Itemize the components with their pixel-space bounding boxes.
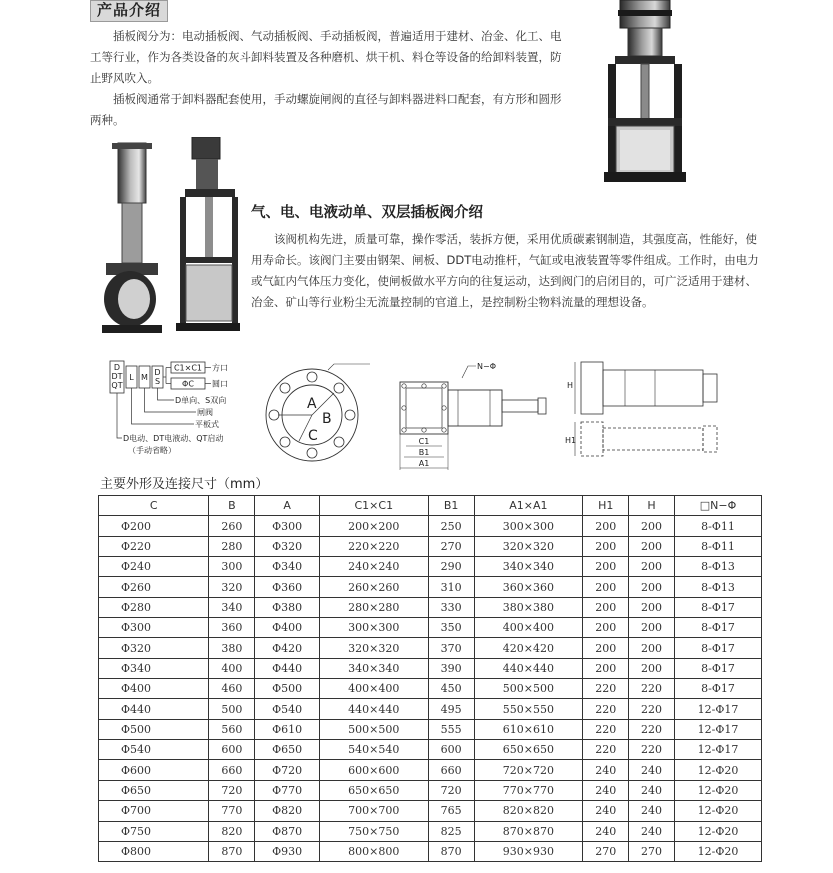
table-cell: 290 — [428, 557, 474, 577]
table-cell: 200 — [629, 618, 675, 638]
table-cell: 260×260 — [319, 577, 428, 597]
table-cell: 270 — [583, 841, 629, 861]
table-cell: 650×650 — [474, 740, 583, 760]
table-cell: 250 — [428, 516, 474, 536]
table-cell: Φ200 — [99, 516, 209, 536]
label-valve: 闸阀 — [197, 408, 213, 417]
table-cell: 555 — [428, 719, 474, 739]
label-ds: D单向、S双向 — [175, 396, 227, 405]
table-row — [99, 740, 762, 760]
table-cell: 700×700 — [319, 801, 428, 821]
label-square: 方口 — [212, 363, 228, 373]
table-cell: 720 — [428, 780, 474, 800]
table-row — [99, 557, 762, 577]
table-cell: Φ400 — [255, 618, 320, 638]
table-cell: 240 — [583, 760, 629, 780]
table-cell: Φ800 — [99, 841, 209, 861]
table-cell: 8-Φ13 — [674, 577, 761, 597]
table-cell: 610×610 — [474, 719, 583, 739]
table-header-row — [99, 496, 762, 516]
table-cell: 820×820 — [474, 801, 583, 821]
table-cell: 930×930 — [474, 841, 583, 861]
table-cell: 200 — [629, 658, 675, 678]
table-cell: Φ610 — [255, 719, 320, 739]
label-flat: 平板式 — [195, 420, 219, 429]
table-cell: 400×400 — [319, 679, 428, 699]
front-label-h1: H1 — [565, 436, 577, 445]
table-cell: 8-Φ17 — [674, 597, 761, 617]
table-cell: Φ770 — [255, 780, 320, 800]
table-cell: 8-Φ17 — [674, 679, 761, 699]
table-cell: 12-Φ20 — [674, 801, 761, 821]
table-cell: 400×400 — [474, 618, 583, 638]
table-cell: 240 — [629, 780, 675, 800]
table-cell: Φ420 — [255, 638, 320, 658]
pneumatic-valve-photo — [600, 0, 690, 185]
code-box2: L — [129, 373, 134, 382]
table-cell: Φ500 — [99, 719, 209, 739]
table-cell: 8-Φ17 — [674, 658, 761, 678]
table-row — [99, 821, 762, 841]
table-header-cell: C — [99, 496, 209, 516]
table-header-cell: B1 — [428, 496, 474, 516]
table-row — [99, 658, 762, 678]
table-header-cell: A1×A1 — [474, 496, 583, 516]
table-row — [99, 597, 762, 617]
table-cell: 340 — [209, 597, 255, 617]
flange-label-c: C — [308, 428, 318, 444]
table-cell: Φ260 — [99, 577, 209, 597]
front-view-diagram — [565, 356, 725, 466]
table-cell: 660 — [209, 760, 255, 780]
code-box1-line3: QT — [111, 381, 123, 390]
table-cell: 220 — [629, 740, 675, 760]
table-body — [99, 516, 762, 862]
table-cell: 8-Φ11 — [674, 516, 761, 536]
table-cell: 240 — [629, 760, 675, 780]
table-row — [99, 577, 762, 597]
table-row — [99, 760, 762, 780]
label-drive: D电动、DT电液动、QT启动 — [123, 434, 224, 443]
flange-label-a: A — [307, 396, 317, 412]
flange-label-b: B — [322, 411, 332, 427]
table-cell: 270 — [428, 536, 474, 556]
section-subtitle: 气、电、电液动单、双层插板阀介绍 — [251, 205, 483, 221]
table-cell: 300×300 — [319, 618, 428, 638]
side-view-diagram — [398, 362, 550, 474]
table-cell: 12-Φ20 — [674, 780, 761, 800]
table-cell: 220 — [583, 679, 629, 699]
table-cell: Φ540 — [99, 740, 209, 760]
table-cell: Φ280 — [99, 597, 209, 617]
code-opt1: C1×C1 — [173, 363, 203, 373]
table-cell: 650×650 — [319, 780, 428, 800]
table-cell: 450 — [428, 679, 474, 699]
table-cell: 550×550 — [474, 699, 583, 719]
table-cell: 400 — [209, 658, 255, 678]
table-cell: 600 — [209, 740, 255, 760]
label-round: 圆口 — [212, 379, 228, 389]
table-cell: 12-Φ17 — [674, 699, 761, 719]
table-cell: 200 — [583, 638, 629, 658]
table-cell: 440×440 — [319, 699, 428, 719]
label-manual: （手动省略） — [128, 446, 176, 455]
table-row — [99, 638, 762, 658]
table-cell: Φ320 — [255, 536, 320, 556]
table-cell: 800×800 — [319, 841, 428, 861]
table-cell: Φ600 — [99, 760, 209, 780]
table-cell: Φ320 — [99, 638, 209, 658]
table-cell: 8-Φ11 — [674, 536, 761, 556]
table-cell: 720×720 — [474, 760, 583, 780]
table-row — [99, 536, 762, 556]
table-cell: 310 — [428, 577, 474, 597]
code-box4-line1: D — [154, 368, 161, 377]
side-label-n: N−Φ — [477, 362, 496, 371]
table-cell: Φ220 — [99, 536, 209, 556]
table-cell: 380 — [209, 638, 255, 658]
table-cell: 540×540 — [319, 740, 428, 760]
table-row — [99, 699, 762, 719]
table-cell: 240 — [629, 801, 675, 821]
table-cell: 240×240 — [319, 557, 428, 577]
table-cell: 560 — [209, 719, 255, 739]
table-cell: Φ300 — [99, 618, 209, 638]
table-cell: Φ440 — [99, 699, 209, 719]
table-header-cell: C1×C1 — [319, 496, 428, 516]
table-cell: 765 — [428, 801, 474, 821]
table-cell: 820 — [209, 821, 255, 841]
table-cell: 12-Φ20 — [674, 821, 761, 841]
table-cell: 320×320 — [474, 536, 583, 556]
table-cell: 200 — [583, 597, 629, 617]
table-cell: 200 — [629, 516, 675, 536]
table-header-cell: A — [255, 496, 320, 516]
table-cell: 495 — [428, 699, 474, 719]
table-row — [99, 841, 762, 861]
table-cell: 240 — [583, 801, 629, 821]
table-cell: 200 — [583, 536, 629, 556]
table-cell: 300×300 — [474, 516, 583, 536]
table-cell: Φ820 — [255, 801, 320, 821]
table-cell: 600×600 — [319, 760, 428, 780]
table-cell: 390 — [428, 658, 474, 678]
table-cell: Φ650 — [255, 740, 320, 760]
flange-diagram — [262, 360, 372, 465]
table-cell: 660 — [428, 760, 474, 780]
table-caption: 主要外形及连接尺寸（mm） — [100, 477, 269, 492]
table-row — [99, 719, 762, 739]
table-cell: 280×280 — [319, 597, 428, 617]
table-cell: Φ240 — [99, 557, 209, 577]
table-cell: 200 — [583, 658, 629, 678]
table-cell: 220 — [629, 699, 675, 719]
table-cell: 220 — [629, 679, 675, 699]
table-cell: 200 — [583, 577, 629, 597]
table-cell: 825 — [428, 821, 474, 841]
table-cell: 500 — [209, 699, 255, 719]
table-cell: Φ360 — [255, 577, 320, 597]
code-opt2: ΦC — [182, 379, 194, 389]
table-cell: 320×320 — [319, 638, 428, 658]
valve-product-photos — [100, 137, 240, 337]
table-cell: 220×220 — [319, 536, 428, 556]
table-cell: 340×340 — [474, 557, 583, 577]
table-cell: 280 — [209, 536, 255, 556]
table-cell: 240 — [583, 821, 629, 841]
table-cell: 200 — [629, 536, 675, 556]
table-cell: Φ400 — [99, 679, 209, 699]
table-cell: 330 — [428, 597, 474, 617]
table-cell: 870 — [209, 841, 255, 861]
table-cell: 420×420 — [474, 638, 583, 658]
table-cell: 320 — [209, 577, 255, 597]
table-cell: 370 — [428, 638, 474, 658]
intro-paragraph-1: 插板阀分为：电动插板阀、气动插板阀、手动插板阀，普遍适用于建材、冶金、化工、电工等行业，作为各类设备的灰斗卸料装置及各种磨机、烘干机、料仓等设备的给卸料装置，防止野风吹入。 — [90, 29, 562, 85]
table-cell: 870×870 — [474, 821, 583, 841]
code-box1-line1: D — [113, 363, 121, 372]
table-header-cell: □N−Φ — [674, 496, 761, 516]
table-cell: Φ870 — [255, 821, 320, 841]
table-cell: 200 — [583, 618, 629, 638]
table-cell: Φ340 — [255, 557, 320, 577]
table-cell: Φ300 — [255, 516, 320, 536]
table-cell: 200 — [583, 516, 629, 536]
table-cell: 260 — [209, 516, 255, 536]
table-cell: 500×500 — [474, 679, 583, 699]
table-cell: 12-Φ20 — [674, 841, 761, 861]
table-cell: 200 — [583, 557, 629, 577]
code-box1-line2: DT — [111, 372, 123, 381]
table-cell: Φ440 — [255, 658, 320, 678]
table-cell: 220 — [583, 719, 629, 739]
table-cell: 460 — [209, 679, 255, 699]
table-cell: 340×340 — [319, 658, 428, 678]
table-cell: 770 — [209, 801, 255, 821]
table-cell: 870 — [428, 841, 474, 861]
table-cell: 8-Φ17 — [674, 638, 761, 658]
table-cell: Φ500 — [255, 679, 320, 699]
table-header-cell: H1 — [583, 496, 629, 516]
table-cell: 12-Φ17 — [674, 719, 761, 739]
intro-paragraph-2: 插板阀通常于卸料器配套使用，手动螺旋闸阀的直径与卸料器进料口配套，有方形和圆形两种。 — [90, 92, 562, 127]
table-cell: 440×440 — [474, 658, 583, 678]
side-label-c1: C1 — [418, 437, 430, 446]
table-cell: 770×770 — [474, 780, 583, 800]
table-cell: Φ700 — [99, 801, 209, 821]
table-cell: 200×200 — [319, 516, 428, 536]
table-row — [99, 801, 762, 821]
table-row — [99, 780, 762, 800]
table-cell: 500×500 — [319, 719, 428, 739]
table-cell: 600 — [428, 740, 474, 760]
table-cell: 240 — [629, 821, 675, 841]
table-cell: 360×360 — [474, 577, 583, 597]
table-cell: 750×750 — [319, 821, 428, 841]
table-cell: 300 — [209, 557, 255, 577]
table-cell: 380×380 — [474, 597, 583, 617]
side-label-a1: A1 — [418, 459, 430, 468]
side-label-b1: B1 — [418, 448, 430, 457]
section-paragraph: 该阀机构先进，质量可靠，操作零活，装拆方便，采用优质碳素钢制造，其强度高，性能好，使用寿命长。该阀门主要由钢架、闸板、DDT电动推杆，气缸或电液装置等零件组成。工作时，由电力或气缸内气体压力变化，使闸板做水平方向的往复运动，达到阀门的启闭目的，可广泛适用于建材、冶金、矿山等行业粉尘无流量控制的官道上，是控制粉尘物料流量的理想设备。 — [251, 232, 759, 309]
table-cell: 12-Φ20 — [674, 760, 761, 780]
table-cell: 200 — [629, 577, 675, 597]
table-header-cell: B — [209, 496, 255, 516]
table-cell: 8-Φ13 — [674, 557, 761, 577]
table-cell: Φ930 — [255, 841, 320, 861]
table-cell: 350 — [428, 618, 474, 638]
spec-table — [98, 495, 762, 862]
table-cell: 360 — [209, 618, 255, 638]
table-cell: 220 — [629, 719, 675, 739]
table-cell: 200 — [629, 597, 675, 617]
code-box4-line2: S — [154, 377, 161, 386]
table-cell: Φ750 — [99, 821, 209, 841]
table-cell: Φ380 — [255, 597, 320, 617]
table-cell: 240 — [583, 780, 629, 800]
section-title: 产品介绍 — [90, 0, 168, 22]
table-cell: Φ650 — [99, 780, 209, 800]
table-row — [99, 679, 762, 699]
table-row — [99, 618, 762, 638]
table-cell: 220 — [583, 699, 629, 719]
table-header-cell: H — [629, 496, 675, 516]
table-cell: Φ540 — [255, 699, 320, 719]
table-cell: 200 — [629, 557, 675, 577]
front-label-h: H — [567, 381, 574, 390]
table-cell: 720 — [209, 780, 255, 800]
code-box3: M — [141, 373, 148, 382]
model-code-diagram — [108, 358, 258, 463]
table-cell: 12-Φ17 — [674, 740, 761, 760]
table-row — [99, 516, 762, 536]
table-cell: Φ340 — [99, 658, 209, 678]
table-cell: 220 — [583, 740, 629, 760]
table-cell: 8-Φ17 — [674, 618, 761, 638]
table-cell: 270 — [629, 841, 675, 861]
table-cell: 200 — [629, 638, 675, 658]
table-cell: Φ720 — [255, 760, 320, 780]
